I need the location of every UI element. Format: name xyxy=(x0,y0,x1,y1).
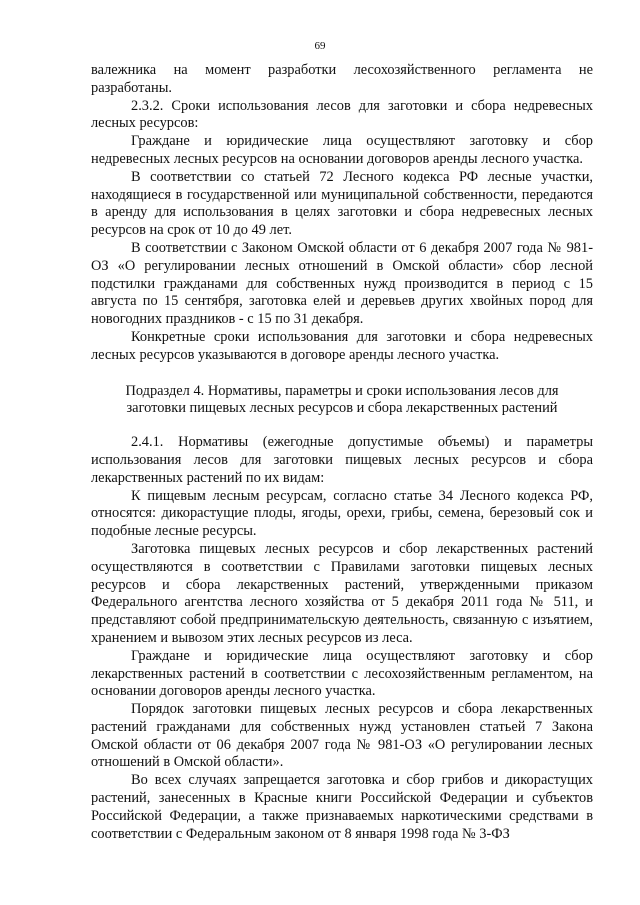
page-number: 69 xyxy=(314,40,326,52)
paragraph: Граждане и юридические лица осуществляют заготовку и сбор недревесных лесных ресурсов на основании договоров аренды лесного участка. xyxy=(91,133,593,167)
paragraph: Во всех случаях запрещается заготовка и сбор грибов и дикорастущих растений, занесенных в Красные книги Российской Федерации и субъектов Российской Федерации, а также признаваемых наркотическими средствами в соответствии с Федеральным законом от 8 января 1998 года № 3-ФЗ xyxy=(91,772,593,842)
paragraph: Заготовка пищевых лесных ресурсов и сбор лекарственных растений осуществляются в соответствии с Правилами заготовки пищевых лесных ресурсов и сбора лекарственных растений, утвержденными приказом Федерального агентства лесного хозяйства от 5 декабря 2011 года № 511, и представляют собой предпринимательскую деятельность, связанную с изъятием, хранением и вывозом этих лесных ресурсов из леса. xyxy=(91,540,593,646)
paragraph: Граждане и юридические лица осуществляют заготовку и сбор лекарственных растений в соответствии с лесохозяйственным регламентом, на основании договоров аренды лесного участка. xyxy=(91,647,593,700)
document-body xyxy=(91,62,593,843)
paragraph-section-heading: 2.3.2. Сроки использования лесов для заготовки и сбора недревесных лесных ресурсов: xyxy=(91,97,593,132)
paragraph-section-heading: 2.4.1. Нормативы (ежегодные допустимые объемы) и параметры использования лесов для заготовки пищевых лесных ресурсов и сбора лекарственных растений по их видам: xyxy=(91,434,593,486)
paragraph: В соответствии с Законом Омской области от 6 декабря 2007 года № 981-ОЗ «О регулировании лесных отношений в Омской области» сбор лесной подстилки гражданами для собственных нужд производится в период с 15 августа по 15 сентября, заготовка елей и деревьев других хвойных пород для новогодних праздников - с 15 по 31 декабря. xyxy=(91,239,593,328)
paragraph: Порядок заготовки пищевых лесных ресурсов и сбора лекарственных растений гражданами для собственных нужд установлен статьей 7 Закона Омской области от 06 декабря 2007 года № 981-ОЗ «О регулировании лесных отношений в Омской области». xyxy=(91,701,593,771)
paragraph: В соответствии со статьей 72 Лесного кодекса РФ лесные участки, находящиеся в государственной или муниципальной собственности, передаются в аренду для использования в целях заготовки и сбора недревесных лесных ресурсов на срок от 10 до 49 лет. xyxy=(91,168,593,239)
paragraph: Конкретные сроки использования для заготовки и сбора недревесных лесных ресурсов указываются в договоре аренды лесного участка. xyxy=(91,328,593,363)
paragraph-continuation: валежника на момент разработки лесохозяйственного регламента не разработаны. xyxy=(91,62,593,96)
subsection-title: Подраздел 4. Нормативы, параметры и сроки использования лесов для заготовки пищевых лесных ресурсов и сбора лекарственных растений xyxy=(125,382,559,417)
paragraph: К пищевым лесным ресурсам, согласно статье 34 Лесного кодекса РФ, относятся: дикорастущие плоды, ягоды, орехи, грибы, семена, березовый сок и подобные лесные ресурсы. xyxy=(91,487,593,540)
subsection-title-block xyxy=(91,383,593,419)
